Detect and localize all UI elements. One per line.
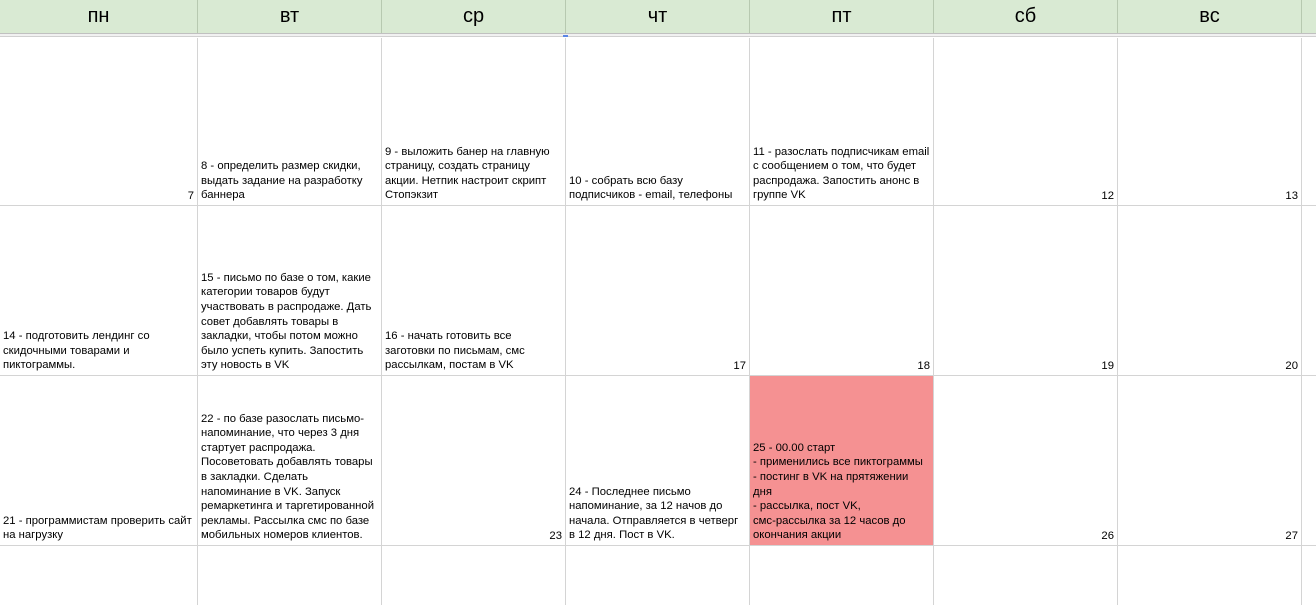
calendar-cell-next-week[interactable] [1118,546,1302,605]
cell-task-text: 21 - программистам проверить сайт на нагрузку [3,514,192,542]
calendar-cell-week1-sun[interactable] [1118,38,1302,206]
calendar-cell-week2-tue[interactable] [198,206,382,376]
overflow-column-cell[interactable] [1302,38,1316,206]
calendar-cell-week2-sun[interactable] [1118,206,1302,376]
cell-date-number: 18 [917,360,930,373]
calendar-cell-week2-mon[interactable] [0,206,198,376]
calendar-cell-week1-tue[interactable] [198,38,382,206]
cell-task-text: 9 - выложить банер на главную страницу, создать страницу акции. Нетпик настроит скрипт Стопэкзит [385,145,550,202]
calendar-cell-next-week[interactable] [382,546,566,605]
calendar-cell-week2-sat[interactable] [934,206,1118,376]
cell-task-text: 10 - собрать всю базу подписчиков - email, телефоны [569,174,733,202]
calendar-cell-next-week[interactable] [566,546,750,605]
cell-date-number: 26 [1101,530,1114,543]
cell-task-text: 8 - определить размер скидки, выдать задание на разработку баннера [201,160,363,202]
calendar-cell-week3-sun[interactable] [1118,376,1302,546]
header-saturday[interactable]: сб [934,0,1118,33]
cell-date-number: 12 [1101,190,1114,203]
cell-date-number: 23 [549,530,562,543]
header-overflow-column[interactable] [1302,0,1316,33]
cell-task-text: 16 - начать готовить все заготовки по письмам, смс рассылкам, постам в VK [385,330,525,372]
header-monday[interactable]: пн [0,0,198,33]
calendar-cell-next-week[interactable] [1302,546,1316,605]
calendar-cell-week3-thu[interactable] [566,376,750,546]
cell-task-text: 15 - письмо по базе о том, какие категории товаров будут участвовать в распродаже. Дать совет добавлять товары в закладки, чтобы потом можно было успеть купить. Запостить эту новость в VK [201,271,372,372]
calendar-cell-week2-wed[interactable] [382,206,566,376]
cell-task-text: 25 - 00.00 старт - применились все пиктограммы - постинг в VK на прятяжении дня - рассылка, пост VK, смс-рассылка за 12 часов до окончания акции [753,441,923,542]
calendar-cell-week1-fri[interactable] [750,38,934,206]
calendar-cell-week1-thu[interactable] [566,38,750,206]
header-friday[interactable]: пт [750,0,934,33]
header-wednesday[interactable]: ср [382,0,566,33]
calendar-cell-week2-fri[interactable] [750,206,934,376]
cell-date-number: 19 [1101,360,1114,373]
overflow-column-cell[interactable] [1302,376,1316,546]
calendar-cell-week1-wed[interactable] [382,38,566,206]
cell-date-number: 20 [1285,360,1298,373]
calendar-cell-week3-wed[interactable] [382,376,566,546]
calendar-cell-week2-thu[interactable] [566,206,750,376]
calendar-cell-week1-sat[interactable] [934,38,1118,206]
column-resize-marker [563,35,568,37]
calendar-cell-week3-tue[interactable] [198,376,382,546]
calendar-cell-week3-fri[interactable] [750,376,934,546]
calendar-cell-next-week[interactable] [934,546,1118,605]
cell-task-text: 22 - по базе разослать письмо-напоминание, что через 3 дня стартует распродажа. Посоветовать добавлять товары в закладки. Сделать напоминание в VK. Запуск ремаркетинга и таргетированной рекламы. Рассылка смс по базе мобильных номеров клиентов. [201,412,375,542]
cell-date-number: 17 [733,360,746,373]
calendar-cell-next-week[interactable] [750,546,934,605]
header-sunday[interactable]: вс [1118,0,1302,33]
cell-date-number: 7 [187,190,194,203]
cell-date-number: 13 [1285,190,1298,203]
cell-date-number: 27 [1285,530,1298,543]
weekday-header-row [0,0,1316,34]
calendar-cell-next-week[interactable] [198,546,382,605]
calendar-cell-week3-sat[interactable] [934,376,1118,546]
cell-task-text: 14 - подготовить лендинг со скидочными товарами и пиктограммы. [3,330,150,372]
calendar-cell-week3-mon[interactable] [0,376,198,546]
overflow-column-cell[interactable] [1302,206,1316,376]
header-thursday[interactable]: чт [566,0,750,33]
header-tuesday[interactable]: вт [198,0,382,33]
calendar-cell-next-week[interactable] [0,546,198,605]
cell-task-text: 11 - разослать подписчикам email с сообщением о том, что будет распродажа. Запостить анонс в группе VK [753,145,930,202]
frozen-divider-row[interactable] [0,34,1316,37]
calendar-cell-week1-mon[interactable] [0,38,198,206]
cell-task-text: 24 - Последнее письмо напоминание, за 12 начов до начала. Отправляется в четверг в 12 дня. Пост в VK. [569,485,739,542]
